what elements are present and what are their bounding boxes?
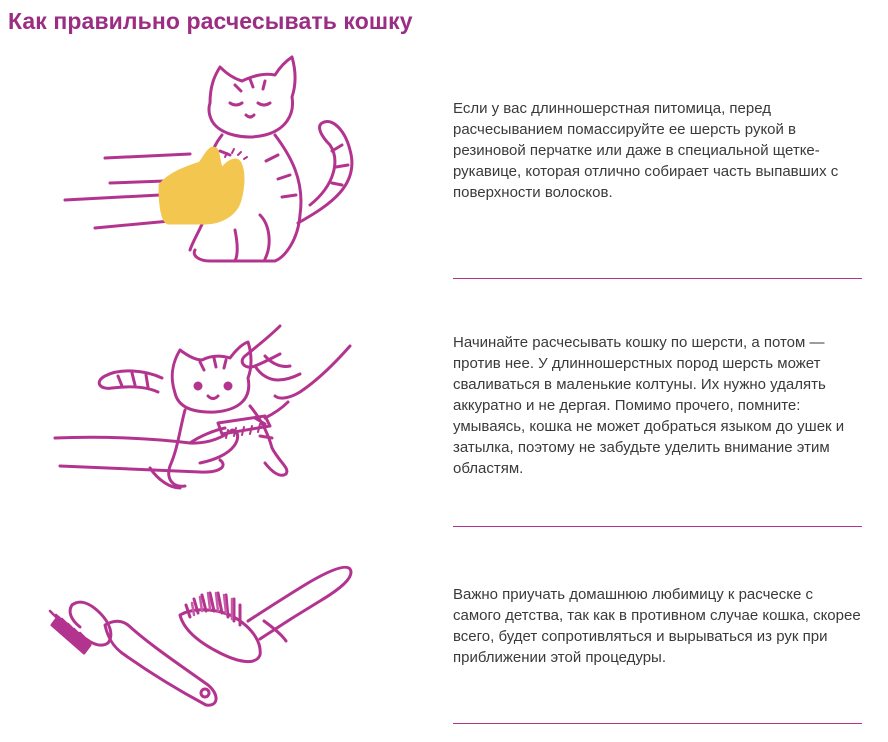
- page-title: Как правильно расчесывать кошку: [8, 8, 413, 34]
- cat-brushing-hands-illustration: [50, 318, 360, 498]
- cat-tail-icon: [99, 371, 162, 392]
- section-2-text: Начинайте расчесывать кошку по шерсти, а потом — против нее. У длинношерстных пород шерсть может сваливаться в маленькие колтуны. Их нужно удалять аккуратно и не дергая. Помимо прочего, помните: умываясь, кошка не может добраться языком до ушек и затылка, поэтому не забудьте уделить внимание этим областям.: [453, 334, 845, 477]
- cat-massage-glove-illustration: [60, 45, 360, 275]
- lower-hand-icon: [55, 428, 238, 472]
- slicker-brush-icon: [180, 567, 351, 661]
- upper-hand-icon: [242, 326, 350, 398]
- section-3-text: Важно приучать домашнюю любимицу к расческе с самого детства, так как в противном случае кошка, скорее всего, будет сопротивляться и вырываться из рук при приближении этой процедуры.: [453, 586, 861, 666]
- combs-and-brushes-illustration: [50, 555, 360, 715]
- cat-head-icon: [172, 342, 251, 412]
- massage-glove-icon: [160, 148, 247, 223]
- section-1-text: Если у вас длинношерстная питомица, перед расчесыванием помассируйте ее шерсть рукой в резиновой перчатке или даже в специальной щетке-рукавице, которая отлично собирает часть выпавших с поверхности волосков.: [453, 100, 839, 201]
- cat-head-icon: [209, 57, 295, 137]
- section-3-divider: [453, 723, 862, 724]
- cat-tail-icon: [298, 122, 352, 223]
- section-2-divider: [453, 526, 862, 527]
- section-1-divider: [453, 278, 862, 279]
